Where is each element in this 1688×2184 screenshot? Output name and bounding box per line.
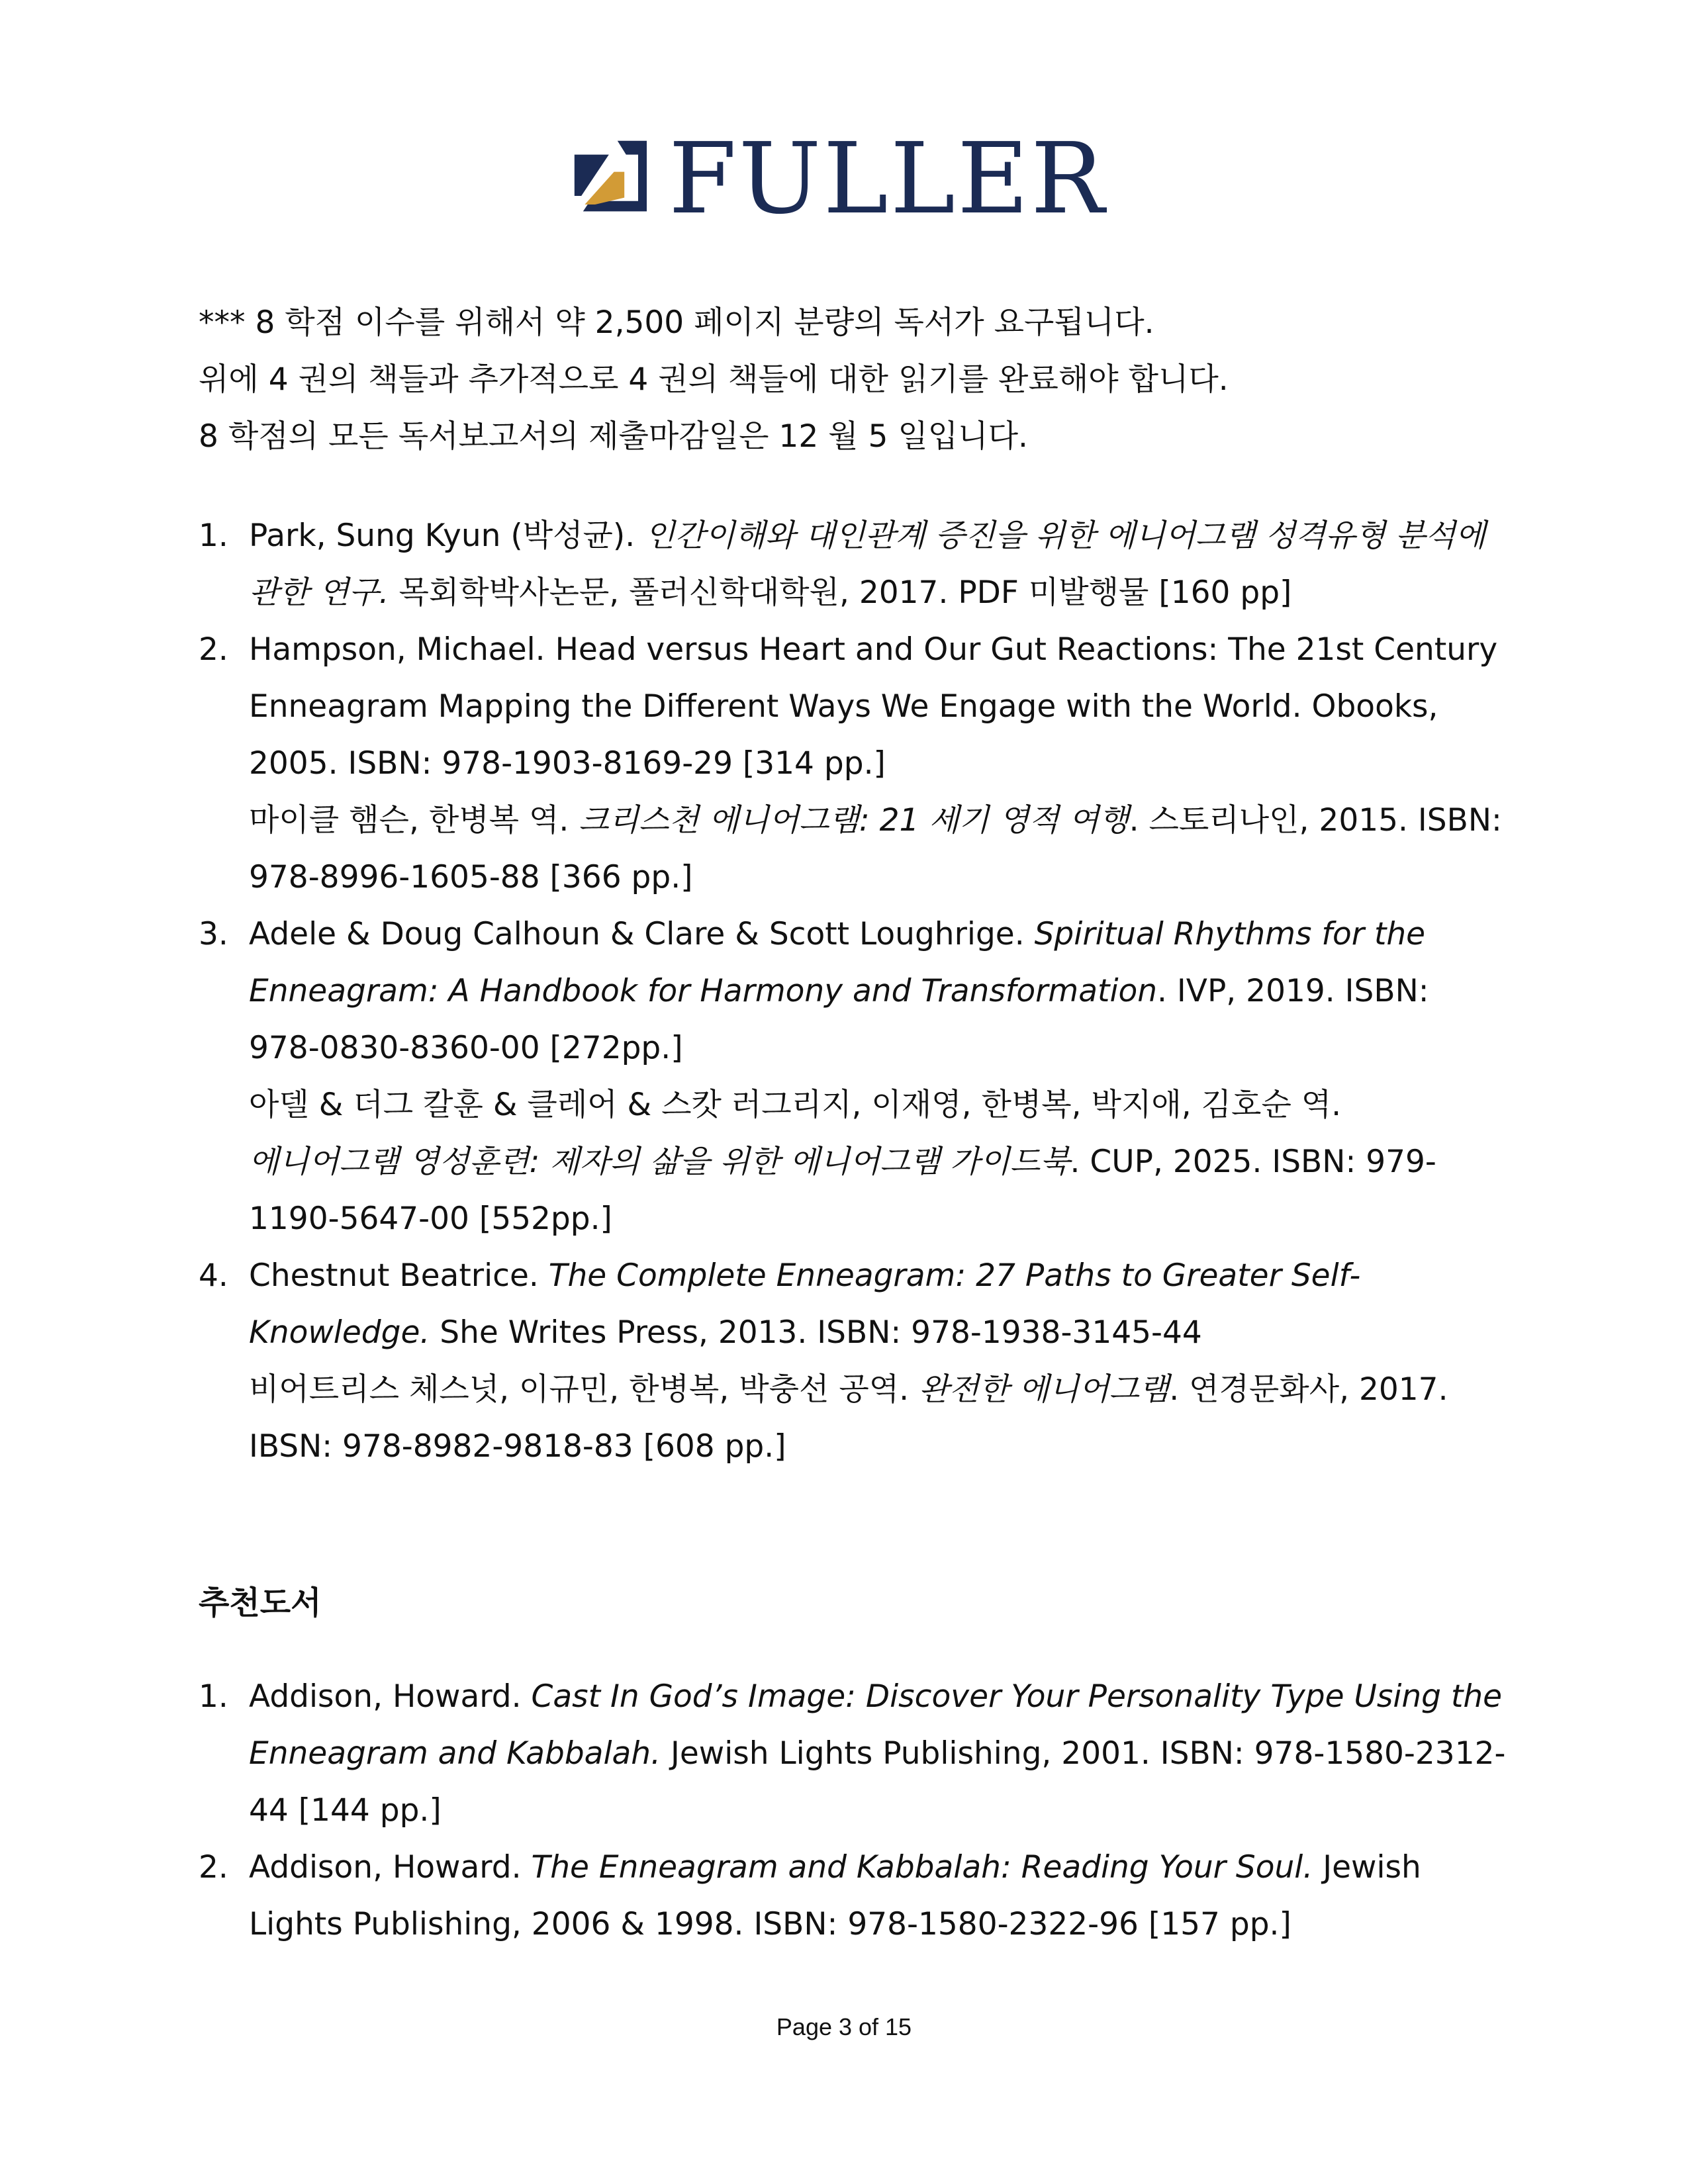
citation-title: Cast In God’s Image: Discover Your Personality Type Using the Enneagram and Kabbalah. (249, 1678, 1503, 1772)
recommended-reading-heading: 추천도서 (199, 1584, 322, 1621)
citation-title: 인간이해와 대인관계 증진을 위한 에니어그램 성격유형 분석에 관한 연구. (249, 518, 1486, 611)
intro-line: 위에 4 권의 책들과 추가적으로 4 권의 책들에 대한 읽기를 완료해야 합니다. (199, 361, 1229, 398)
citation (249, 1668, 1509, 1839)
citation-publication: 목회학박사논문, 풀러신학대학원, 2017. PDF 미발행물 [160 pp] (389, 574, 1292, 611)
list-number: 4. (199, 1257, 228, 1294)
reference-item (199, 1668, 1509, 1839)
document-content (199, 295, 1509, 1953)
translation-title-line (249, 1134, 1509, 1248)
reference-item (199, 1839, 1509, 1953)
translation-citation (249, 1361, 1509, 1475)
reference-item (199, 906, 1509, 1248)
citation: Hampson, Michael. Head versus Heart and Our Gut Reactions: The 21st Century Enneagram Mapping the Different Ways We Engage with the World. Obooks, 2005. ISBN: 978-1903-8169-29 [314 pp.] (249, 631, 1498, 782)
translation-citation: 아델 & 더그 칼훈 & 클레어 & 스캇 러그리지, 이재영, 한병복, 박지애, 김호순 역. (249, 1087, 1342, 1123)
citation-author: 마이클 햄슨, 한병복 역. (249, 802, 579, 839)
reference-item (199, 621, 1509, 906)
intro-line: 8 학점의 모든 독서보고서의 제출마감일은 12 월 5 일입니다. (199, 418, 1028, 455)
list-number: 1. (199, 518, 228, 554)
list-number: 2. (199, 631, 228, 668)
citation-publication: . 스토리나인, 2015. ISBN: 978-8996-1605-88 [366 pp.] (249, 802, 1502, 895)
citation (249, 1839, 1509, 1953)
required-reading-list (199, 508, 1509, 1475)
fuller-logo (569, 122, 1119, 236)
reference-item (199, 508, 1509, 621)
citation (249, 906, 1509, 1077)
citation-publication: She Writes Press, 2013. ISBN: 978-1938-3145-44 (430, 1314, 1202, 1351)
citation-title: The Complete Enneagram: 27 Paths to Greater Self-Knowledge. (249, 1257, 1361, 1351)
intro-line: *** 8 학점 이수를 위해서 약 2,500 페이지 분량의 독서가 요구됩니다. (199, 304, 1154, 341)
page-number: Page 3 of 15 (776, 2013, 912, 2040)
citation-title: Spiritual Rhythms for the Enneagram: A Handbook for Harmony and Transformation (249, 916, 1426, 1009)
citation (249, 508, 1509, 621)
citation-publication: . CUP, 2025. ISBN: 979-1190-5647-00 [552pp.] (249, 1144, 1436, 1237)
fuller-book-icon (569, 136, 655, 222)
citation-title: The Enneagram and Kabbalah: Reading Your Soul. (531, 1849, 1313, 1886)
citation-publication: Jewish Lights Publishing, 2006 & 1998. ISBN: 978-1580-2322-96 [157 pp.] (249, 1849, 1421, 1942)
list-number: 2. (199, 1849, 228, 1886)
citation-author: Addison, Howard. (249, 1849, 532, 1886)
citation-publication: . IVP, 2019. ISBN: 978-0830-8360-00 [272pp.] (249, 973, 1429, 1066)
list-number: 1. (199, 1678, 228, 1715)
requirements-note (199, 295, 1509, 465)
recommended-reading-list (199, 1668, 1509, 1953)
reference-item (199, 1248, 1509, 1475)
citation-publication: Jewish Lights Publishing, 2001. ISBN: 978-1580-2312-44 [144 pp.] (249, 1735, 1506, 1829)
citation-author: Adele & Doug Calhoun & Clare & Scott Loughrige. (249, 916, 1035, 952)
logo-wordmark: FULLER (669, 122, 1107, 236)
citation-author: Addison, Howard. (249, 1678, 532, 1715)
citation-author: Park, Sung Kyun (박성균). (249, 518, 645, 554)
citation (249, 1248, 1509, 1361)
citation-author: Chestnut Beatrice. (249, 1257, 549, 1294)
citation-title: 에니어그램 영성훈련: 제자의 삶을 위한 에니어그램 가이드북 (249, 1144, 1070, 1180)
list-number: 3. (199, 916, 228, 952)
citation-author: 비어트리스 체스넛, 이규민, 한병복, 박충선 공역. (249, 1371, 919, 1408)
translation-citation (249, 792, 1509, 906)
citation-title: 완전한 에니어그램 (919, 1371, 1170, 1408)
citation-publication: . 연경문화사, 2017. IBSN: 978-8982-9818-83 [608 pp.] (249, 1371, 1448, 1465)
citation-title: 크리스천 에니어그램: 21 세기 영적 여행 (579, 802, 1129, 839)
